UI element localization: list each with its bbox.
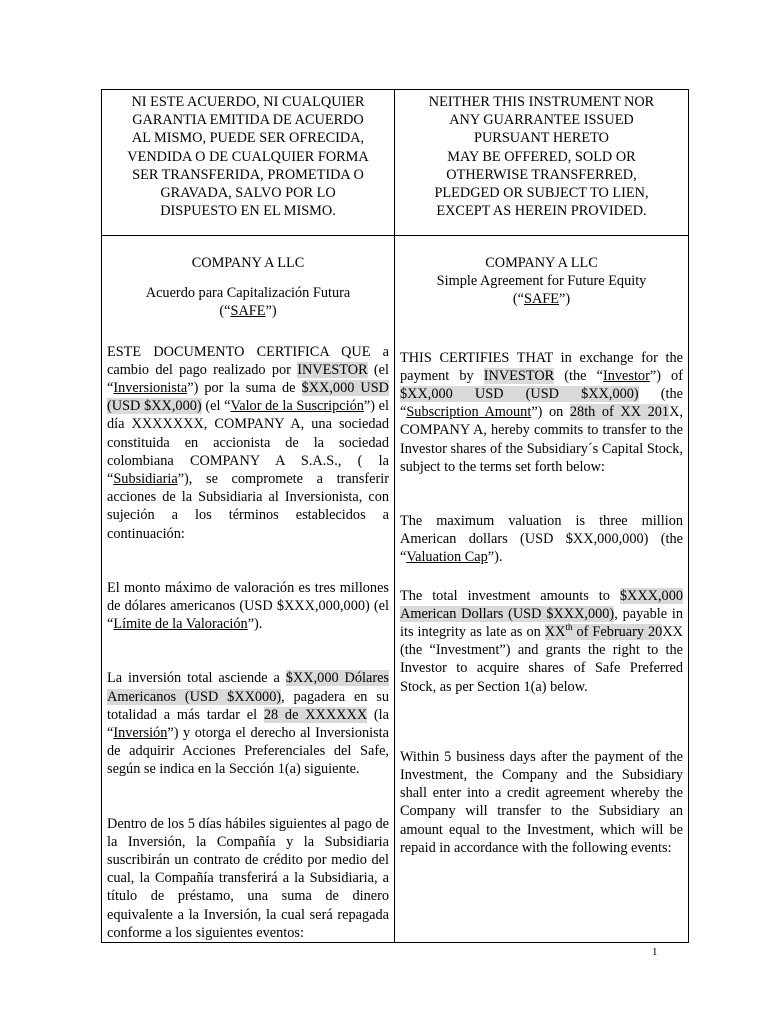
highlight-date: 28 de XXXXXX [263, 706, 368, 723]
legend-es-line: NI ESTE ACUERDO, NI CUALQUIER [131, 94, 365, 110]
heading-spanish [107, 236, 389, 321]
paragraph-credit: Within 5 business days after the payment of the Investment, the Company and the Subsidiary shall enter into a credit agreement whereby the Company will transfer to the Subsidiary an amount equal to the Investment, which will be repaid in accordance with the following events: [400, 748, 683, 856]
legend-spanish [102, 90, 395, 236]
english-column [395, 236, 689, 943]
highlight-date: 28th of XX 201 [569, 404, 670, 421]
highlight-date: XXth of February 20 [544, 622, 663, 641]
agreement-title: Acuerdo para Capitalización Futura [145, 285, 351, 302]
highlight-amount: $XX,000 USD (USD $XX,000) [107, 380, 389, 415]
highlight-investor: INVESTOR [297, 361, 368, 378]
company-name: COMPANY A LLC [191, 255, 305, 271]
paragraph-valuation: The maximum valuation is three million American dollars (USD $XX,000,000) (the “Valuation Cap”). [400, 513, 683, 566]
highlight-amount: $XXX,000 American Dollars (USD $XXX,000) [400, 587, 683, 622]
highlight-amount: $XX,000 USD (USD $XX,000) [400, 386, 639, 403]
legend-en-line: EXCEPT AS HEREIN PROVIDED. [436, 203, 647, 220]
paragraph-investment: The total investment amounts to $XXX,000 American Dollars (USD $XXX,000), payable in its integrity as late as on XXth of February 20XX (the “Investment”) and grants the right to the Investor to acquire shares of Safe Preferred Stock, as per Section 1(a) below. [400, 587, 683, 695]
legend-row [102, 90, 689, 236]
legend-es-line: DISPUESTO EN EL MISMO. [160, 203, 336, 220]
paragraph-valoracion: El monto máximo de valoración es tres millones de dólares americanos (USD $XXX,000,000) (el “Límite de la Valoración”). [107, 579, 389, 633]
legend-en-line: PLEDGED OR SUBJECT TO LIEN, [434, 185, 649, 202]
legend-en-line: PURSUANT HERETO [474, 130, 609, 147]
legend-es-line: AL MISMO, PUEDE SER OFRECIDA, [131, 130, 365, 147]
spanish-column [102, 236, 395, 943]
highlight-amount: $XX,000 Dólares Americanos (USD $XX000) [107, 670, 389, 705]
legend-english [395, 90, 689, 236]
paragraph-inversion: La inversión total asciende a $XX,000 Dólares Americanos (USD $XX000), pagadera en su totalidad a más tardar el 28 de XXXXXX (la “Inversión”) y otorga el derecho al Inversionista de adquirir Acciones Preferenciales del Safe, según se indica en la Sección 1(a) siguiente. [107, 670, 390, 778]
company-name: COMPANY A LLC [485, 255, 598, 271]
paragraph-credito: Dentro de los 5 días hábiles siguientes al pago de la Inversión, la Compañía y la Subsidiaria suscribirán un contrato de crédito por medio del cual, la Compañía transferirá a la Subsidiaria, a título de préstamo, una suma de dinero equivalente a la Inversión, la cual será repagada conforme a los siguientes eventos: [107, 815, 389, 941]
body-row [102, 236, 689, 943]
page-number: 1 [652, 946, 658, 958]
legend-es-line: GRAVADA, SALVO POR LO [160, 185, 336, 202]
agreement-title: Simple Agreement for Future Equity [436, 273, 647, 290]
heading-english [400, 236, 683, 309]
highlight-investor: INVESTOR [483, 367, 555, 384]
legend-en-line: MAY BE OFFERED, SOLD OR [447, 148, 636, 165]
agreement-short-name: (“SAFE”) [219, 303, 277, 320]
paragraph-certifica: ESTE DOCUMENTO CERTIFICA QUE a cambio del pago realizado por INVESTOR (el “Inversionista”) por la suma de $XX,000 USD (USD $XX,000) (el “Valor de la Suscripción”) el día XXXXXXX, COMPANY A, una sociedad constituida en accionista de la sociedad colombiana COMPANY A S.A.S., ( la “Subsidiaria”), se compromete a transferir acciones de la Subsidiaria al Inversionista, con sujeción a los términos establecidos a continuación: [107, 343, 390, 542]
legend-es-line: GARANTIA EMITIDA DE ACUERDO [132, 112, 364, 129]
legend-en-line: OTHERWISE TRANSFERRED, [446, 166, 637, 183]
bilingual-agreement-table [101, 89, 689, 943]
legend-es-line: SER TRANSFERIDA, PROMETIDA O [132, 166, 364, 183]
legend-en-line: ANY GUARRANTEE ISSUED [449, 112, 634, 129]
legend-es-line: VENDIDA O DE CUALQUIER FORMA [127, 148, 369, 165]
paragraph-certifies: THIS CERTIFIES THAT in exchange for the payment by INVESTOR (the “Investor”) of $XX,000 USD (USD $XX,000) (the “Subscription Amount”) on 28th of XX 201X, COMPANY A, hereby commits to transfer to the Investor shares of the Subsidiary´s Capital Stock, subject to the terms set forth below: [400, 349, 683, 475]
legend-en-line: NEITHER THIS INSTRUMENT NOR [428, 94, 655, 110]
agreement-short-name: (“SAFE”) [512, 291, 571, 308]
